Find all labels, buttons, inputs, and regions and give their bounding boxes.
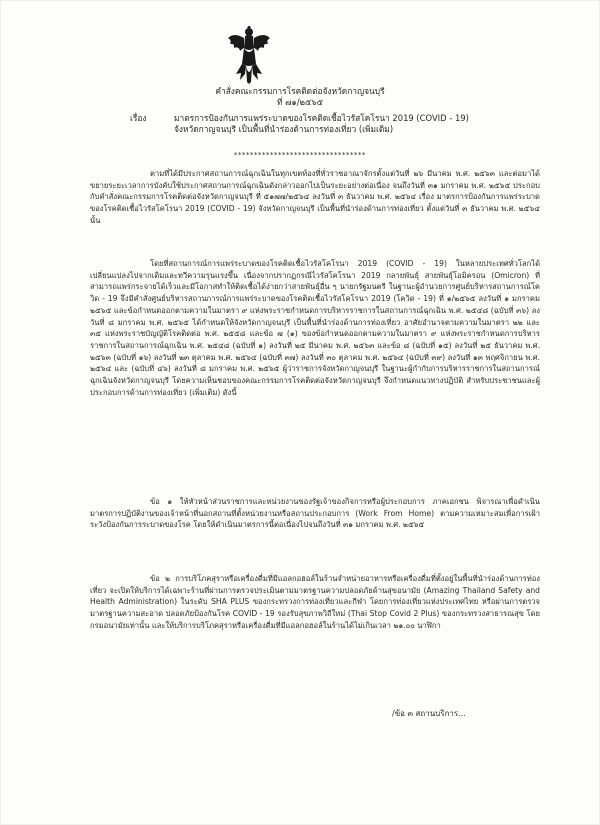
paragraph-text: โดยที่สถานการณ์การแพร่ระบาดของโรคติดเชื้อไวรัสโคโรนา 2019 (COVID - 19) ในหลายประเทศทั่วโลกได้เปลี่ยนแปลงไปจากเดิมและทวีความรุนแรงขึ้น เนื่องจากปรากฏกรณีไวรัสโคโรนา 2019 กลายพันธุ์ สายพันธุ์โอมิครอน (Omicron) ที่สามารถแพร่กระจายได้เร็วและมีโอกาสทำให้ติดเชื้อได้ง่ายกว่าสายพันธุ์อื่น ๆ นายกรัฐมนตรี ในฐานะผู้อำนวยการศูนย์บริหารสถานการณ์โควิด - 19 จึงมีคำสั่งศูนย์บริหารสถานการณ์การแพร่ระบาดของโรคติดเชื้อไวรัสโคโรนา 2019 (โควิด - 19) ที่ ๑/๒๕๖๕ ลงวันที่ ๑ มกราคม ๒๕๖๕ และข้อกำหนดออกตามความในมาตรา ๙ แห่งพระราชกำหนดการบริหารราชการในสถานการณ์ฉุกเฉิน พ.ศ. ๒๕๔๘ (ฉบับที่ ๓๖) ลงวันที่ ๘ มกราคม พ.ศ. ๒๕๖๕ ได้กำหนดให้จังหวัดกาญจนบุรี เป็นพื้นที่นำร่องด้านการท่องเที่ยว อาศัยอำนาจตามความในมาตรา ๒๒ และ ๓๕ แห่งพระราชบัญญัติโรคติดต่อ พ.ศ. ๒๕๕๘ และข้อ ๗ (๑) ของข้อกำหนดออกตามความในมาตรา ๙ แห่งพระราชกำหนดการบริหารราชการในสถานการณ์ฉุกเฉิน พ.ศ. ๒๕๔๘ (ฉบับที่ ๑) ลงวันที่ ๒๕ มีนาคม พ.ศ. ๒๕๖๓ และข้อ ๘ (ฉบับที่ ๑๕) ลงวันที่ ๒๕ ธันวาคม พ.ศ. ๒๕๖๓ (ฉบับที่ ๑๖) ลงวันที่ ๒๓ ตุลาคม พ.ศ. ๒๕๖๔ (ฉบับที่ ๓๗) ลงวันที่ ๓๐ ตุลาคม พ.ศ. ๒๕๖๔ (ฉบับที่ ๓๙) ลงวันที่ ๑๓ พฤศจิกายน พ.ศ. ๒๕๖๔ และ (ฉบับที่ ๔๖) ลงวันที่ ๘ มกราคม พ.ศ. ๒๕๖๕ ผู้ว่าราชการจังหวัดกาญจนบุรี ในฐานะผู้กำกับการบริหารราชการในสถานการณ์ฉุกเฉินจังหวัดกาญจนบุรี โดยความเห็นชอบของคณะกรรมการโรคติดต่อจังหวัดกาญจนบุรี จึงกำหนดแนวทางปฏิบัติ สำหรับประชาชนและผู้ประกอบการด้านการท่องเที่ยว (เพิ่มเติม) ดังนี้ xyxy=(90,259,540,397)
order-title: คำสั่งคณะกรรมการโรคติดต่อจังหวัดกาญจนบุรี xyxy=(215,86,385,96)
asterisk-divider: ********************************* xyxy=(234,151,366,159)
paragraph-background xyxy=(90,168,540,227)
order-number: ที่ ๗๑/๒๕๖๕ xyxy=(276,97,324,107)
garuda-emblem-icon xyxy=(226,26,272,84)
paragraph-clause-1 xyxy=(90,496,540,531)
paragraph-text: ตามที่ได้มีประกาศสถานการณ์ฉุกเฉินในทุกเขตท้องที่ทั่วราชอาณาจักรตั้งแต่วันที่ ๒๖ มีนาคม พ.ศ. ๒๕๖๓ และต่อมาได้ขยายระยะเวลาการบังคับใช้ประกาศสถานการณ์ฉุกเฉินดังกล่าวออกไปเป็นระยะอย่างต่อเนื่อง จนถึงวันที่ ๓๑ มกราคม พ.ศ. ๒๕๖๕ ประกอบกับคำสั่งคณะกรรมการโรคติดต่อจังหวัดกาญจนบุรี ที่ ๕๑๗๗/๒๕๖๔ ลงวันที่ ๓ ธันวาคม พ.ศ. ๒๕๖๔ เรื่อง มาตรการป้องกันการแพร่ระบาดของโรคติดเชื้อไวรัสโคโรนา 2019 (COVID - 19) จังหวัดกาญจนบุรี เป็นพื้นที่นำร่องด้านการท่องเที่ยว ตั้งแต่วันที่ ๓ ธันวาคม พ.ศ. ๒๕๖๔ นั้น xyxy=(90,169,540,225)
paragraph-text: ข้อ ๑ ให้หัวหน้าส่วนราชการและหน่วยงานของรัฐเจ้าของกิจการหรือผู้ประกอบการ ภาคเอกชน พิจารณาเพื่อดำเนินมาตรการปฏิบัติงานของเจ้าหน้าที่นอกสถานที่ตั้งหน่วยงานหรือสถานประกอบการ (Work From Home) ตามความเหมาะสมเพื่อการเฝ้าระวังป้องกันการระบาดของโรค โดยให้ดำเนินมาตรการนี้ต่อเนื่องไปจนถึงวันที่ ๓๑ มกราคม พ.ศ. ๒๕๖๕ xyxy=(90,497,540,530)
subject-line-1: มาตรการป้องกันการแพร่ระบาดของโรคติดเชื้อไวรัสโคโรนา 2019 (COVID - 19) xyxy=(174,113,469,123)
subject-label: เรื่อง xyxy=(130,113,147,123)
paragraph-situation xyxy=(90,258,540,398)
paragraph-clause-2 xyxy=(90,573,540,632)
subject-line-2: จังหวัดกาญจนบุรี เป็นพื้นที่นำร่องด้านการท่องเที่ยว (เพิ่มเติม) xyxy=(174,124,394,134)
subject-block xyxy=(130,113,530,135)
continuation-note: /ข้อ ๓ สถานบริการ... xyxy=(392,709,466,718)
paragraph-text: ข้อ ๒ การบริโภคสุราหรือเครื่องดื่มที่มีแอลกอฮอล์ในร้านจำหน่ายอาหารหรือเครื่องดื่มที่ตั้งอยู่ในพื้นที่นำร่องด้านการท่องเที่ยว จะเปิดให้บริการได้เฉพาะร้านที่ผ่านการตรวจประเมินตามมาตรฐานความปลอดภัยด้านสุขอนามัย (Amazing Thailand Safety and Health Administration) ในระดับ SHA PLUS ของกระทรวงการท่องเที่ยวและกีฬา โดยการท่องเที่ยวแห่งประเทศไทย หรือผ่านการตรวจมาตรฐานความสะอาด ปลอดภัยป้องกันโรค COVID - 19 รองรับสุขภาพวิถีใหม่ (Thai Stop Covid 2 Plus) ของกระทรวงสาธารณสุข โดยกรมอนามัยเท่านั้น และให้บริการบริโภคสุราหรือเครื่องดื่มที่มีแอลกอฮอล์ในร้านได้ไม่เกินเวลา ๒๑.๐๐ นาฬิกา xyxy=(90,574,540,630)
